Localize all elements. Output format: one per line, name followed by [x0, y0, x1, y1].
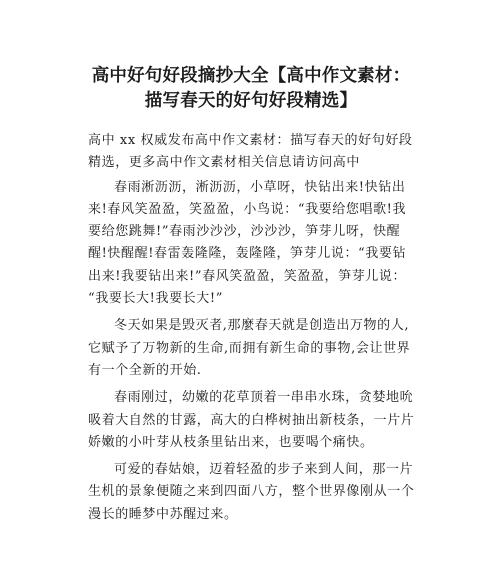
intro-paragraph — [88, 130, 414, 175]
paragraph-line: 来!春风笑盈盈，笑盈盈，小鸟说：“我要给您唱歌!我 — [88, 201, 407, 217]
paragraph-line: 出来!我要钻出来!”春风笑盈盈，笑盈盈，笋芽儿说： — [88, 268, 407, 284]
paragraph-line: 精选，更多高中作文素材相关信息请访问高中 — [88, 155, 361, 171]
paragraph-line: 生机的景象便随之来到四面八方，整个世界像刚从一个 — [88, 484, 415, 500]
paragraph-line: “我要长大!我要长大!” — [88, 291, 223, 307]
paragraph-line: 吸着大自然的甘露，高大的白桦树抽出新枝条，一片片 — [88, 412, 415, 428]
spring-rain-paragraph — [88, 177, 414, 311]
paragraph-line: 漫长的睡梦中苏醒过来。 — [88, 506, 238, 522]
after-rain-paragraph — [88, 387, 414, 454]
paragraph-line: 要给您跳舞!”春雨沙沙沙，沙沙沙，笋芽儿呀，快醒 — [88, 224, 401, 240]
paragraph-line: 有一个全新的开始. — [88, 362, 202, 378]
paragraph-line: 醒!快醒醒!春雷轰隆隆，轰隆隆，笋芽儿说：“我要钻 — [88, 246, 407, 262]
spring-girl-paragraph — [88, 459, 414, 526]
paragraph-line: 可爱的春姑娘，迈着轻盈的步子来到人间，那一片 — [114, 462, 414, 478]
paragraph-line: 春雨刚过，幼嫩的花草顶着一串串水珠，贪婪地吮 — [114, 390, 414, 406]
title-line-1: 高中好句好段摘抄大全【高中作文素材： — [91, 66, 411, 86]
title-line-2: 描写春天的好句好段精选】 — [144, 91, 358, 111]
paragraph-line: 它赋予了万物新的生命,而拥有新生命的事物,会让世界 — [88, 340, 411, 356]
document-title — [88, 64, 414, 114]
paragraph-line: 冬天如果是毁灭者,那麼春天就是创造出万物的人, — [114, 318, 410, 334]
paragraph-line: 高中 xx 权威发布高中作文素材：描写春天的好句好段 — [88, 133, 413, 148]
paragraph-line: 春雨淅沥沥，淅沥沥，小草呀，快钻出来!快钻出 — [114, 179, 406, 195]
winter-spring-paragraph — [88, 315, 414, 382]
paragraph-line: 娇嫩的小叶芽从枝条里钻出来，也要喝个痛快。 — [88, 434, 374, 450]
